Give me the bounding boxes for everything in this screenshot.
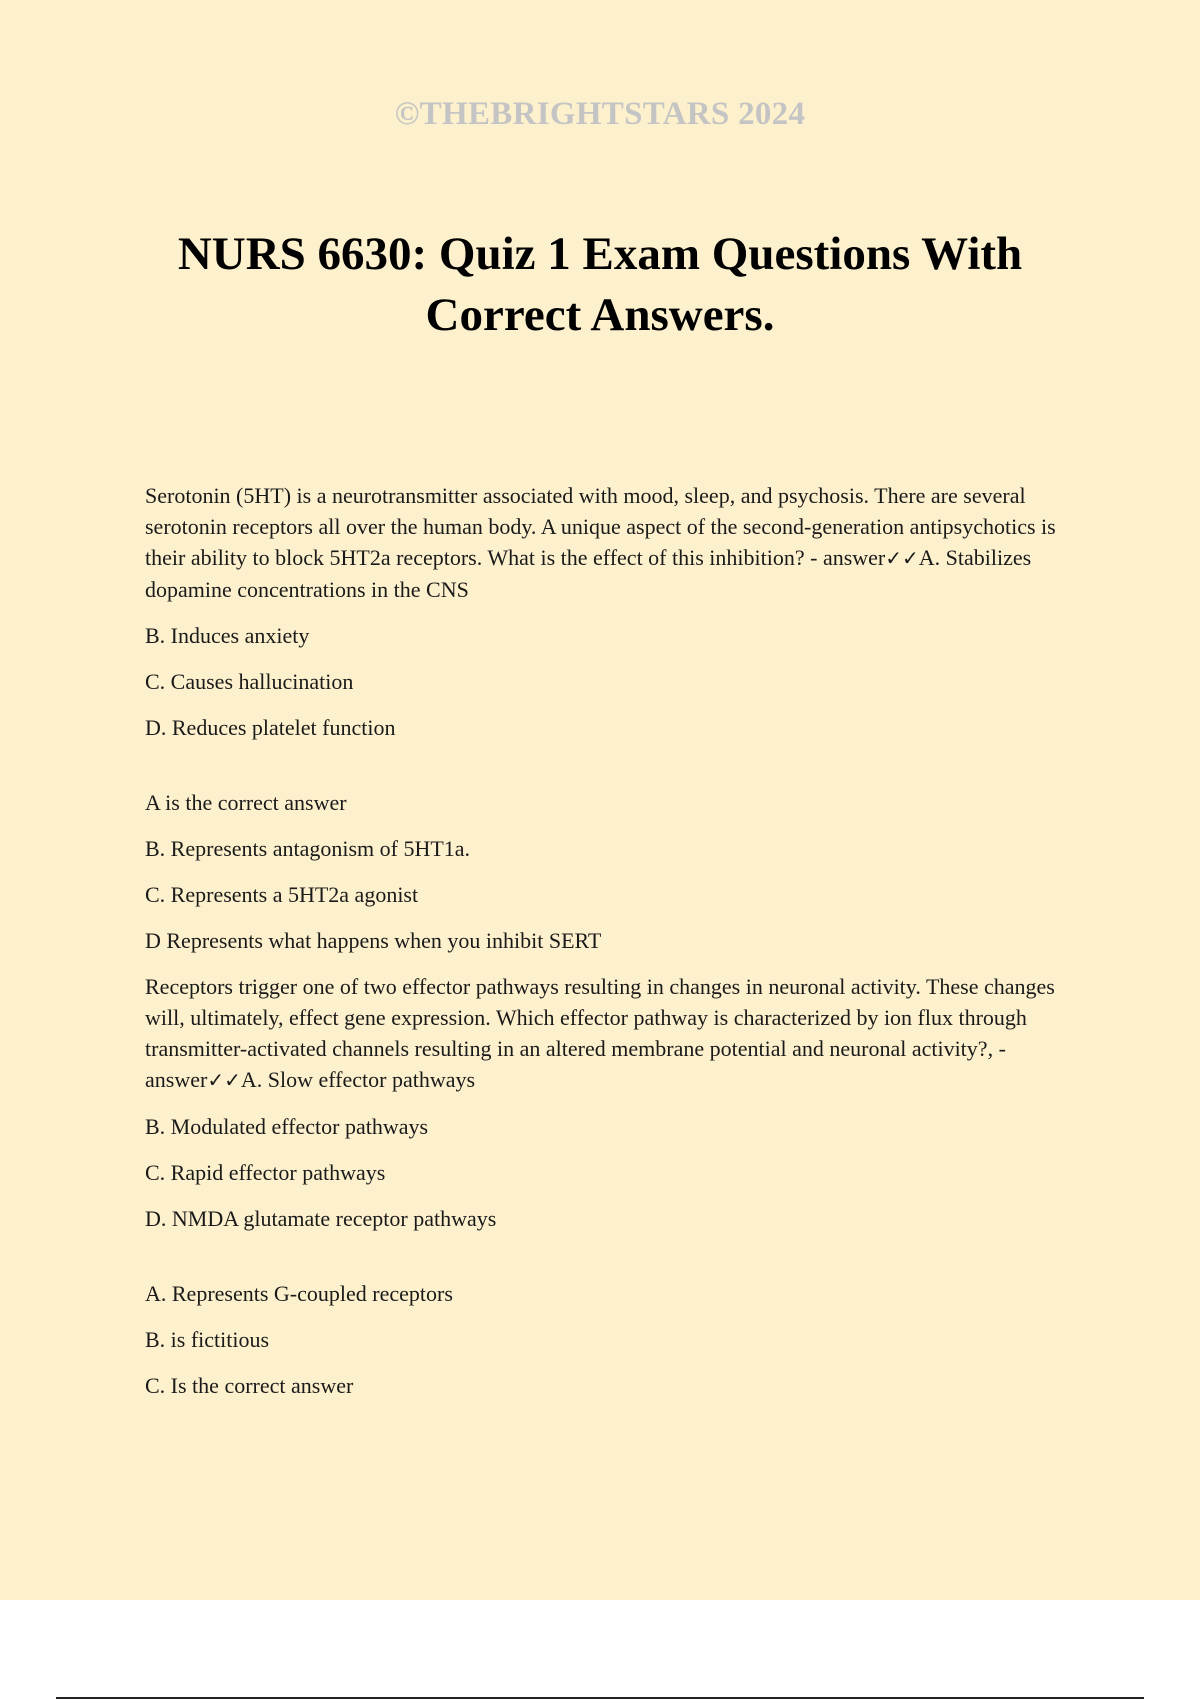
question-2-option-d: D. NMDA glutamate receptor pathways: [145, 1206, 497, 1231]
question-2-option-a: A. Slow effector pathways: [240, 1067, 476, 1092]
checkmark-icon: ✓✓: [885, 546, 919, 570]
question-1-option-d: D. Reduces platelet function: [145, 715, 396, 740]
question-1-text: Serotonin (5HT) is a neurotransmitter associated with mood, sleep, and psychosis. There are several serotonin receptors all over the human body. A unique aspect of the second-generation antipsychotics is their ability to block 5HT2a receptors. What is the effect of this inhibition? - answer: [145, 483, 1056, 570]
question-1-explanation-d: D Represents what happens when you inhibit SERT: [145, 928, 602, 953]
question-2-explanation-a: A. Represents G-coupled receptors: [145, 1281, 453, 1306]
question-2-option-b: B. Modulated effector pathways: [145, 1114, 429, 1139]
question-1-explanation-a: A is the correct answer: [145, 790, 347, 815]
question-2-option-c: C. Rapid effector pathways: [145, 1160, 386, 1185]
document-body: [145, 480, 1085, 1416]
question-2-explanation-b: B. is fictitious: [145, 1327, 270, 1352]
question-1-option-b: B. Induces anxiety: [145, 623, 310, 648]
question-2-stem: [145, 971, 1085, 1096]
question-2-explanation-c: C. Is the correct answer: [145, 1373, 354, 1398]
checkmark-icon: ✓✓: [207, 1068, 241, 1092]
question-1-option-a: A. Stabilizes dopamine concentrations in the CNS: [145, 545, 1032, 602]
question-2-text: Receptors trigger one of two effector pathways resulting in changes in neuronal activity. These changes will, ultimately, effect gene expression. Which effector pathway is characterized by ion flux through transmitter-activated channels resulting in an altered membrane potential and neuronal activity?, - answer: [145, 974, 1055, 1092]
question-1-explanation-c: C. Represents a 5HT2a agonist: [145, 882, 419, 907]
watermark: ©THEBRIGHTSTARS 2024: [394, 96, 806, 132]
question-1-stem: [145, 480, 1085, 605]
question-1-option-c: C. Causes hallucination: [145, 669, 354, 694]
question-1-explanation-b: B. Represents antagonism of 5HT1a.: [145, 836, 471, 861]
footer-divider: [56, 1697, 1144, 1699]
document-title: NURS 6630: Quiz 1 Exam Questions With Correct Answers.: [177, 228, 1023, 341]
